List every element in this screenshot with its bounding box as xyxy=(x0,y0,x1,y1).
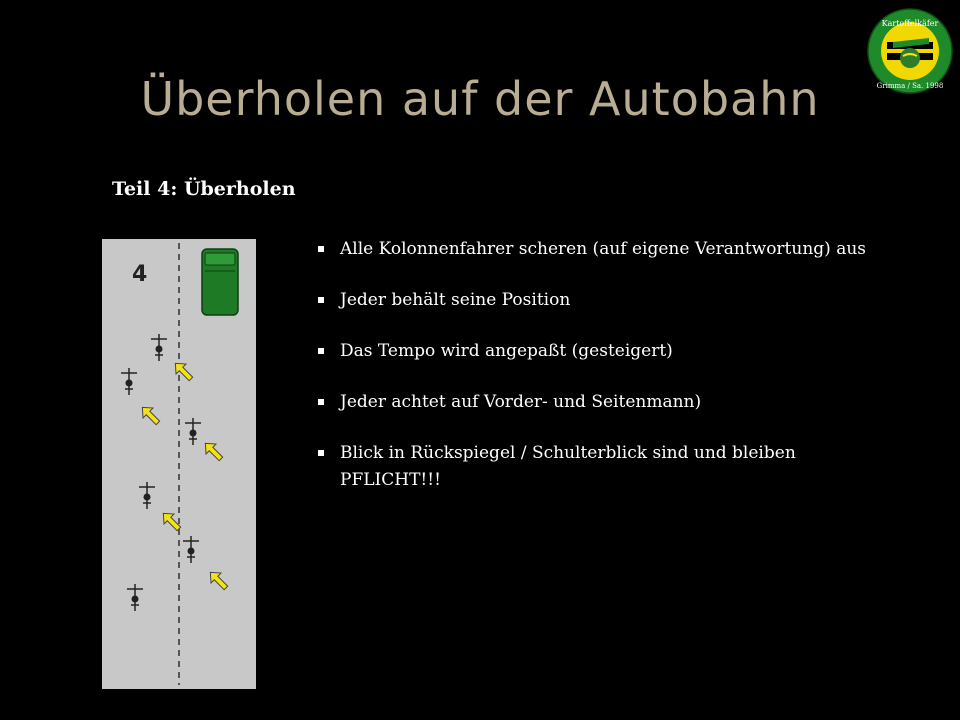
bullet-marker xyxy=(318,348,324,354)
bullet-item xyxy=(316,338,936,365)
bullet-text: Das Tempo wird angepaßt (gesteigert) xyxy=(340,341,673,361)
svg-text:Grimma / Sa. 1998: Grimma / Sa. 1998 xyxy=(876,82,944,90)
bullet-marker xyxy=(318,399,324,405)
slide-subtitle: Teil 4: Überholen xyxy=(112,178,296,200)
bullet-text: Jeder behält seine Position xyxy=(340,290,571,310)
bullet-text: Alle Kolonnenfahrer scheren (auf eigene Verantwortung) aus xyxy=(340,239,867,259)
bullet-item xyxy=(316,236,936,263)
bullet-item xyxy=(316,287,936,314)
bullet-marker xyxy=(318,450,324,456)
bullet-marker xyxy=(318,246,324,252)
bullet-item xyxy=(316,440,900,494)
slide-title: Überholen auf der Autobahn xyxy=(140,72,820,126)
bullet-list xyxy=(316,236,936,518)
overtaking-diagram xyxy=(102,239,256,689)
truck-icon xyxy=(202,249,238,315)
svg-text:Kartoffelkäfer: Kartoffelkäfer xyxy=(881,19,939,28)
step-number: 4 xyxy=(132,262,148,287)
bullet-marker xyxy=(318,297,324,303)
bullet-text: Blick in Rückspiegel / Schulterblick sind und bleiben PFLICHT!!! xyxy=(340,443,796,490)
bullet-item xyxy=(316,389,936,416)
bullet-text: Jeder achtet auf Vorder- und Seitenmann) xyxy=(340,392,702,412)
